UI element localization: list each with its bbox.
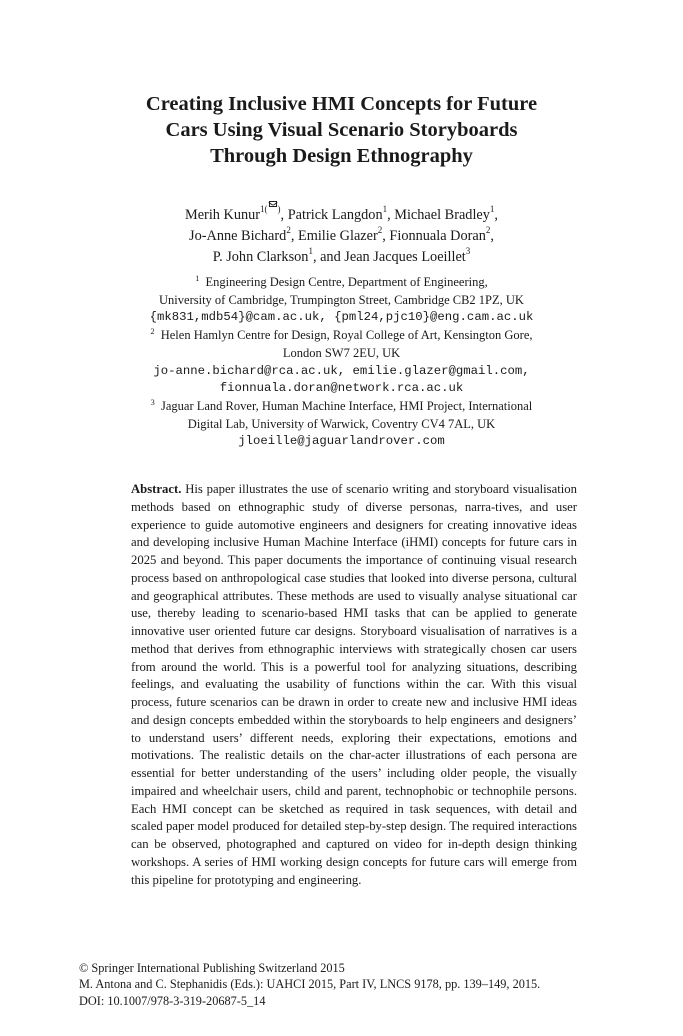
abstract: [131, 481, 577, 889]
affiliation-email[interactable]: jo-anne.bichard@rca.ac.uk, emilie.glazer@gmail.com,: [153, 363, 530, 378]
author-sup: 2: [286, 225, 291, 235]
affiliation-text: Engineering Design Centre, Department of Engineering,: [205, 275, 488, 289]
footer: [79, 960, 540, 1009]
affiliation-line: Digital Lab, University of Warwick, Coventry CV4 7AL, UK: [187, 416, 496, 431]
author-list: [100, 203, 583, 268]
affiliation-text: Jaguar Land Rover, Human Machine Interface, HMI Project, International: [161, 398, 533, 413]
author-name: , Patrick Langdon: [280, 206, 383, 223]
author-name: , Michael Bradley: [387, 206, 490, 223]
affiliation-number: 1: [195, 273, 200, 283]
affiliation-number: 3: [150, 397, 155, 407]
title-line: Cars Using Visual Scenario Storyboards: [165, 119, 518, 141]
author-sup: ): [277, 204, 281, 214]
author-line: [100, 226, 583, 247]
author-sup: 2: [485, 225, 491, 235]
affiliation-email[interactable]: jloeille@jaguarlandrover.com: [238, 434, 445, 449]
affiliation-line: University of Cambridge, Trumpington Street, Cambridge CB2 1PZ, UK: [159, 292, 524, 307]
abstract-text: His paper illustrates the use of scenario writing and storyboard visualisation methods based on ethnographic study of diverse personas, narra-tives, and user experience to guide automotive engineers and designers for creating innovative ideas and developing inclusive Human Machine Interface (iHMI) concepts for future cars in 2025 and beyond. This paper documents the importance of continuing visual research process based on anthropological case studies that looked into diverse persona, cultural and geographical attributes. These methods are used to visually analyse situational car use, thereby leading to scenario-based HMI tasks that can be applied to generate innovative user oriented future car designs. Storyboard visualisation of narratives is a method that derives from ethnographic interviews with strategically chosen car users from around the world. This is a powerful tool for analyzing situations, describing feelings, and evaluating the usability of functions within the car. With this visual process, future scenarios can be drawn in order to create new and inclusive HMI ideas and design concepts embedded within the storyboards to help engineers and designers’ to understand users’ different needs, exploring their expectations, emotions and motivations. The realistic details on the char-acter illustrations of each persona are essential for better understanding of the users’ including older people, the visually impaired and wheelchair users, child and parent, technophobic or technophile persons. Each HMI concept can be sketched as required in task sequences, with detail and scaled paper model produced for detailed step-by-step design. The required interactions can be observed, photographed and captured on video for in-depth design thinking workshops. A series of HMI working design concepts for future cars will emerge from this pipeline for prototyping and engineering.: [131, 482, 577, 887]
citation: M. Antona and C. Stephanidis (Eds.): UAHCI 2015, Part IV, LNCS 9178, pp. 139–149, 2015.: [79, 977, 541, 992]
affiliation-number: 2: [150, 326, 155, 336]
doi[interactable]: DOI: 10.1007/978-3-319-20687-5_14: [79, 993, 266, 1008]
author-name: , Fionnuala Doran: [382, 227, 486, 244]
abstract-label: Abstract.: [131, 482, 182, 496]
title-line: Through Design Ethnography: [210, 145, 473, 167]
affiliation-email[interactable]: {mk831,mdb54}@cam.ac.uk, {pml24,pjc10}@eng.cam.ac.uk: [149, 310, 534, 325]
author-sup: 1: [382, 204, 388, 214]
author-name: Merih Kunur: [185, 206, 261, 223]
copyright: © Springer International Publishing Switzerland 2015: [79, 961, 345, 975]
author-name: , Emilie Glazer: [290, 227, 378, 244]
author-sup: 1(: [260, 204, 268, 214]
author-sup: 1: [489, 204, 495, 214]
author-sup: 1: [308, 246, 313, 256]
author-punct: ,: [490, 227, 494, 244]
affiliation-line: [110, 398, 573, 416]
affiliation-email[interactable]: fionnuala.doran@network.rca.ac.uk: [219, 381, 464, 396]
affiliation-line: [110, 327, 573, 345]
author-line: [100, 203, 583, 226]
author-name: Jo-Anne Bichard: [189, 227, 287, 244]
author-sup: 3: [465, 246, 471, 256]
envelope-icon[interactable]: [269, 201, 277, 207]
affiliation-text: Helen Hamlyn Centre for Design, Royal College of Art, Kensington Gore,: [160, 328, 533, 343]
affiliation-line: [110, 274, 573, 292]
author-punct: ,: [494, 206, 498, 223]
author-name: P. John Clarkson: [212, 248, 309, 265]
affiliations: [110, 274, 573, 451]
paper-title: [100, 91, 583, 169]
author-sup: 2: [377, 225, 383, 235]
author-line: [100, 247, 583, 268]
affiliation-line: London SW7 2EU, UK: [282, 345, 401, 360]
title-line: Creating Inclusive HMI Concepts for Future: [145, 93, 538, 115]
author-name: , and Jean Jacques Loeillet: [312, 248, 466, 265]
